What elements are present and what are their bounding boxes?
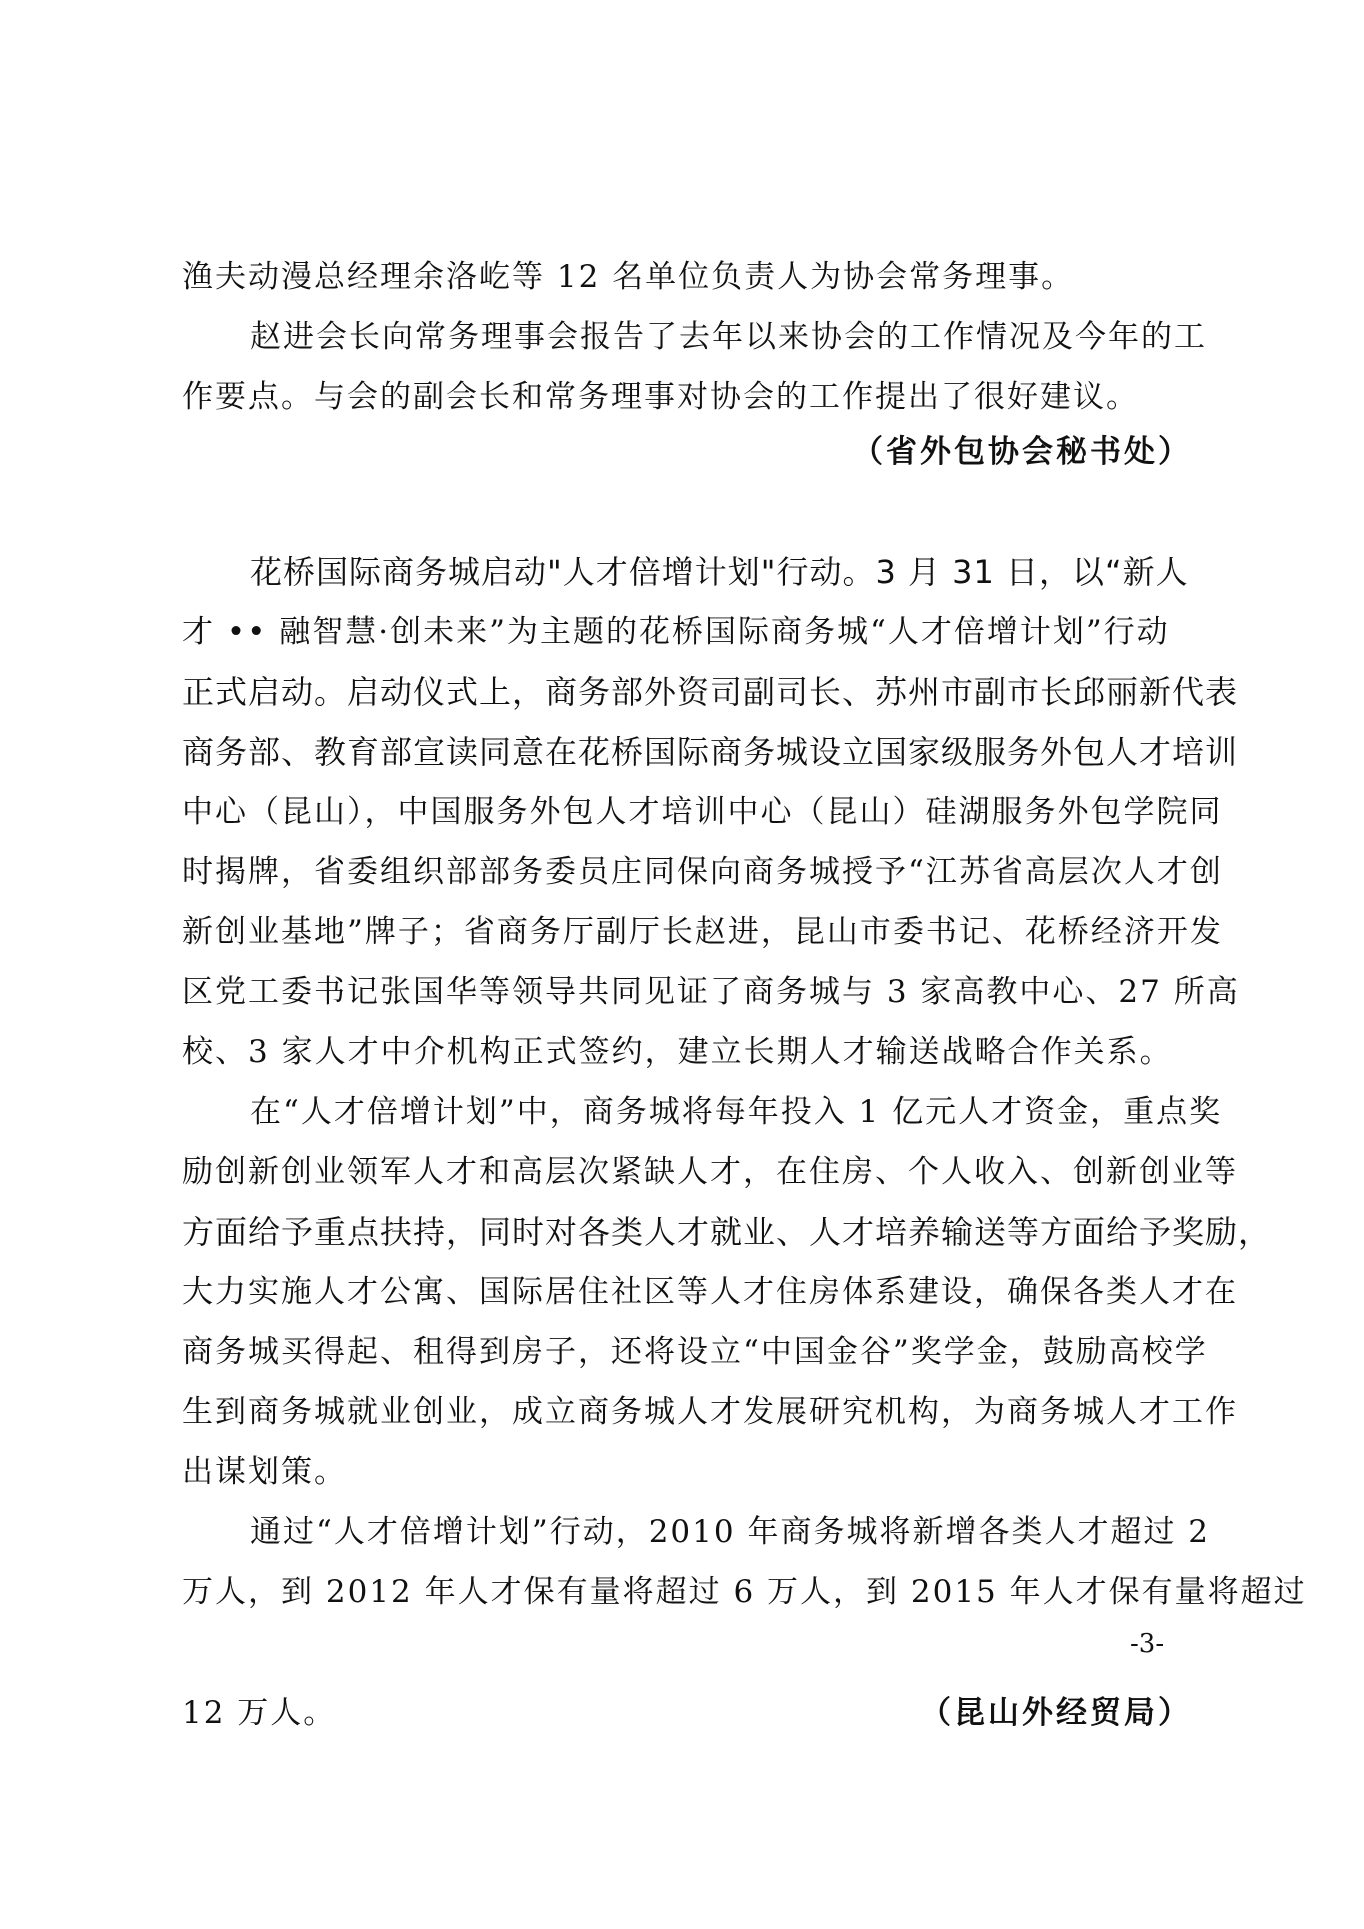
paragraph-line: 励创新创业领军人才和高层次紧缺人才，在住房、个人收入、创新创业等: [182, 1154, 1238, 1190]
paragraph-line: 区党工委书记张国华等领导共同见证了商务城与 3 家高教中心、27 所高: [182, 974, 1240, 1010]
page-number: -3-: [1130, 1629, 1165, 1659]
paragraph-line: 渔夫动漫总经理余洛屹等 12 名单位负责人为协会常务理事。: [182, 259, 1075, 295]
paragraph-line: 出谋划策。: [182, 1454, 347, 1490]
paragraph-line: 中心（昆山），中国服务外包人才培训中心（昆山）硅湖服务外包学院同: [182, 794, 1223, 830]
closing-text: 12 万人。: [182, 1695, 337, 1731]
paragraph-line: 万人，到 2012 年人才保有量将超过 6 万人，到 2015 年人才保有量将超过: [182, 1574, 1307, 1610]
paragraph-line: 商务部、教育部宣读同意在花桥国际商务城设立国家级服务外包人才培训: [182, 733, 1239, 771]
paragraph-line: 方面给予重点扶持，同时对各类人才就业、人才培养输送等方面给予奖励，: [182, 1213, 1272, 1251]
paragraph-line: 正式启动。启动仪式上，商务部外资司副司长、苏州市副市长邱丽新代表: [182, 673, 1239, 711]
paragraph-line: 商务城买得起、租得到房子，还将设立“中国金谷”奖学金，鼓励高校学: [182, 1334, 1208, 1370]
paragraph-line: 作要点。与会的副会长和常务理事对协会的工作提出了很好建议。: [182, 379, 1139, 415]
paragraph-line: 赵进会长向常务理事会报告了去年以来协会的工作情况及今年的工: [250, 319, 1207, 355]
paragraph-line: 新创业基地”牌子；省商务厅副厅长赵进，昆山市委书记、花桥经济开发: [182, 914, 1223, 950]
source-attribution: （昆山外经贸局）: [920, 1695, 1192, 1731]
source-attribution: （省外包协会秘书处）: [852, 434, 1192, 470]
paragraph-line: 在“人才倍增计划”中，商务城将每年投入 1 亿元人才资金，重点奖: [250, 1094, 1223, 1130]
paragraph-line: 才 •• 融智慧·创未来”为主题的花桥国际商务城“人才倍增计划”行动: [182, 614, 1170, 650]
paragraph-line: 大力实施人才公寓、国际居住社区等人才住房体系建设，确保各类人才在: [182, 1274, 1238, 1310]
paragraph-line: 校、3 家人才中介机构正式签约，建立长期人才输送战略合作关系。: [182, 1034, 1173, 1070]
paragraph-line: 时揭牌，省委组织部部务委员庄同保向商务城授予“江苏省高层次人才创: [182, 854, 1223, 890]
paragraph-line: 花桥国际商务城启动"人才倍增计划"行动。3 月 31 日，以“新人: [250, 553, 1189, 591]
paragraph-line: 通过“人才倍增计划”行动，2010 年商务城将新增各类人才超过 2: [250, 1514, 1211, 1550]
paragraph-line: 生到商务城就业创业，成立商务城人才发展研究机构，为商务城人才工作: [182, 1394, 1238, 1430]
